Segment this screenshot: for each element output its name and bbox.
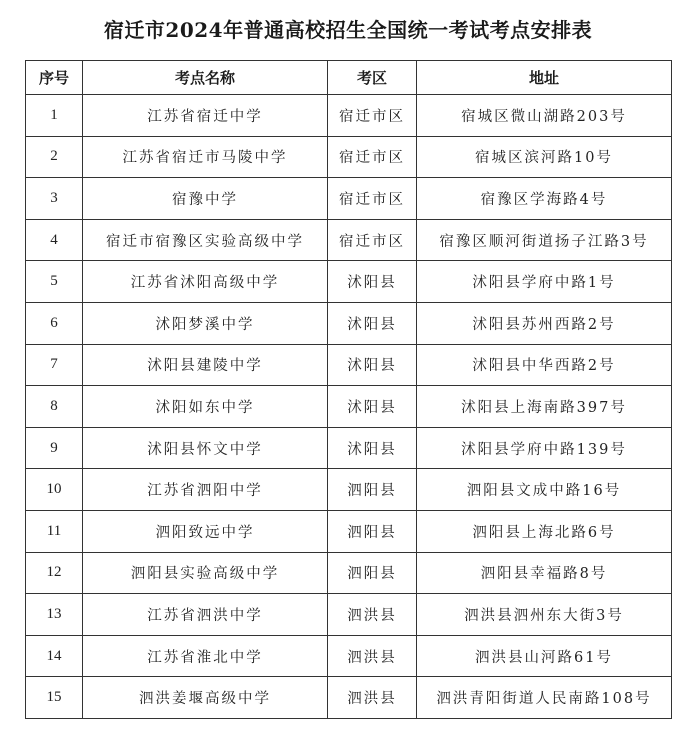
row-district: 沭阳县 <box>328 302 417 344</box>
row-address: 宿豫区学海路4号 <box>417 178 672 220</box>
row-site-name: 江苏省泗阳中学 <box>83 469 328 511</box>
row-address: 泗阳县上海北路6号 <box>417 510 672 552</box>
table-row <box>26 302 672 344</box>
row-index: 8 <box>26 386 83 428</box>
row-index: 1 <box>26 95 83 137</box>
row-site-name: 江苏省宿迁市马陵中学 <box>83 136 328 178</box>
header-address: 地址 <box>417 61 672 95</box>
row-site-name: 沭阳县怀文中学 <box>83 427 328 469</box>
row-index: 15 <box>26 677 83 719</box>
row-address: 宿城区滨河路10号 <box>417 136 672 178</box>
row-index: 10 <box>26 469 83 511</box>
table-row <box>26 178 672 220</box>
row-site-name: 沭阳梦溪中学 <box>83 302 328 344</box>
row-district: 泗阳县 <box>328 469 417 511</box>
row-address: 宿豫区顺河街道扬子江路3号 <box>417 219 672 261</box>
header-district: 考区 <box>328 61 417 95</box>
header-index: 序号 <box>26 61 83 95</box>
table-row <box>26 344 672 386</box>
row-district: 沭阳县 <box>328 427 417 469</box>
row-district: 泗洪县 <box>328 677 417 719</box>
row-index: 6 <box>26 302 83 344</box>
table-row <box>26 219 672 261</box>
table-row <box>26 261 672 303</box>
row-district: 沭阳县 <box>328 261 417 303</box>
row-address: 泗洪青阳街道人民南路108号 <box>417 677 672 719</box>
table-body <box>26 95 672 719</box>
row-district: 宿迁市区 <box>328 178 417 220</box>
table-row <box>26 95 672 137</box>
row-district: 泗阳县 <box>328 552 417 594</box>
row-site-name: 沭阳县建陵中学 <box>83 344 328 386</box>
row-address: 沭阳县中华西路2号 <box>417 344 672 386</box>
row-index: 11 <box>26 510 83 552</box>
row-index: 3 <box>26 178 83 220</box>
table-row <box>26 386 672 428</box>
row-address: 沭阳县苏州西路2号 <box>417 302 672 344</box>
row-address: 泗洪县山河路61号 <box>417 635 672 677</box>
table-row <box>26 594 672 636</box>
row-district: 泗阳县 <box>328 510 417 552</box>
row-index: 14 <box>26 635 83 677</box>
table-row <box>26 469 672 511</box>
table-row <box>26 427 672 469</box>
row-district: 泗洪县 <box>328 635 417 677</box>
row-district: 沭阳县 <box>328 344 417 386</box>
row-index: 9 <box>26 427 83 469</box>
table-row <box>26 677 672 719</box>
row-address: 宿城区微山湖路203号 <box>417 95 672 137</box>
table-row <box>26 635 672 677</box>
table-row <box>26 510 672 552</box>
row-site-name: 沭阳如东中学 <box>83 386 328 428</box>
row-index: 13 <box>26 594 83 636</box>
row-district: 沭阳县 <box>328 386 417 428</box>
row-site-name: 泗洪姜堰高级中学 <box>83 677 328 719</box>
document-title: 宿迁市2024年普通高校招生全国统一考试考点安排表 <box>103 18 593 42</box>
row-index: 12 <box>26 552 83 594</box>
row-index: 5 <box>26 261 83 303</box>
row-address: 沭阳县学府中路139号 <box>417 427 672 469</box>
row-district: 泗洪县 <box>328 594 417 636</box>
row-site-name: 宿迁市宿豫区实验高级中学 <box>83 219 328 261</box>
row-site-name: 江苏省宿迁中学 <box>83 95 328 137</box>
row-site-name: 宿豫中学 <box>83 178 328 220</box>
row-site-name: 泗阳致远中学 <box>83 510 328 552</box>
table-header-row <box>26 61 672 95</box>
row-address: 泗阳县文成中路16号 <box>417 469 672 511</box>
table-row <box>26 552 672 594</box>
row-district: 宿迁市区 <box>328 136 417 178</box>
row-address: 沭阳县学府中路1号 <box>417 261 672 303</box>
row-site-name: 泗阳县实验高级中学 <box>83 552 328 594</box>
table-row <box>26 136 672 178</box>
row-district: 宿迁市区 <box>328 95 417 137</box>
row-site-name: 江苏省淮北中学 <box>83 635 328 677</box>
row-site-name: 江苏省沭阳高级中学 <box>83 261 328 303</box>
row-address: 泗洪县泗州东大街3号 <box>417 594 672 636</box>
row-index: 2 <box>26 136 83 178</box>
row-index: 4 <box>26 219 83 261</box>
row-district: 宿迁市区 <box>328 219 417 261</box>
row-index: 7 <box>26 344 83 386</box>
exam-site-table <box>25 60 672 719</box>
row-site-name: 江苏省泗洪中学 <box>83 594 328 636</box>
row-address: 泗阳县幸福路8号 <box>417 552 672 594</box>
row-address: 沭阳县上海南路397号 <box>417 386 672 428</box>
header-site-name: 考点名称 <box>83 61 328 95</box>
